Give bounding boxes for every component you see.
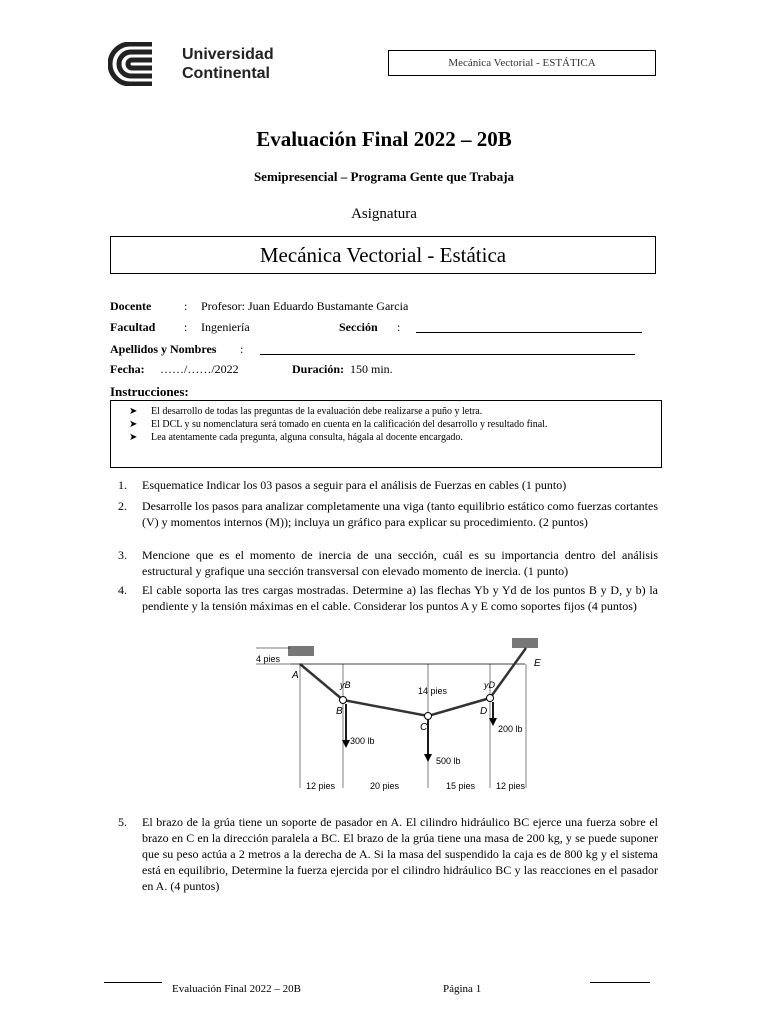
docente-colon: : <box>184 299 188 313</box>
apellidos-field-line <box>260 354 635 355</box>
question-5 <box>118 814 658 894</box>
fecha-value: ……/……/2022 <box>160 362 239 376</box>
dim-4-label: 4 pies <box>256 654 281 664</box>
support-a-icon <box>288 646 314 656</box>
question-text: Mencione que es el momento de inercia de una sección, cuál es su importancia dentro del análisis estructural y grafique una sección transversal con elevado momento de inercia. (1 punto) <box>142 548 658 578</box>
span-20-label: 20 pies <box>370 781 400 791</box>
arrow-bullet-icon: ➤ <box>129 432 138 443</box>
support-e-icon <box>512 638 538 648</box>
docente-value: Profesor: Juan Eduardo Bustamante Garcia <box>201 299 409 313</box>
arrow-bullet-icon: ➤ <box>129 419 138 430</box>
load-500-label: 500 lb <box>436 756 461 766</box>
instruction-text: Lea atentamente cada pregunta, alguna consulta, hágala al docente encargado. <box>151 432 463 443</box>
seccion-field-line <box>416 332 642 333</box>
question-text: Desarrolle los pasos para analizar completamente una viga (tanto equilibrio estático como fuerzas cortantes (V) y momentos internos (M)); incluya un gráfico para explicar su procedimiento. (2 puntos) <box>142 499 658 529</box>
instrucciones-box <box>110 400 662 468</box>
facultad-label: Facultad <box>110 320 156 334</box>
footer-page-number: Página 1 <box>443 983 482 995</box>
facultad-value: Ingeniería <box>201 320 250 334</box>
asignatura-label: Asignatura <box>351 206 417 222</box>
span-15-label: 15 pies <box>446 781 476 791</box>
question-number: 3. <box>118 548 127 562</box>
university-line1: Universidad <box>182 46 274 63</box>
instruction-item <box>129 431 661 444</box>
instruction-text: El desarrollo de todas las preguntas de la evaluación debe realizarse a puño y letra. <box>151 406 483 417</box>
university-name <box>182 45 274 83</box>
duracion-label: Duración: <box>292 362 344 376</box>
fecha-label: Fecha: <box>110 362 145 376</box>
footer-exam-title: Evaluación Final 2022 – 20B <box>172 983 301 995</box>
joint-d <box>487 695 494 702</box>
instruction-text: El DCL y su nomenclatura será tomado en cuenta en la calificación del desarrollo y resultado final. <box>151 419 548 430</box>
instruction-item <box>129 405 661 418</box>
joint-b <box>340 697 347 704</box>
duracion-value: 150 min. <box>350 362 393 376</box>
footer-rule-left <box>104 982 162 983</box>
question-3 <box>118 547 658 579</box>
point-a-label: A <box>292 670 299 681</box>
apellidos-colon: : <box>240 342 244 356</box>
facultad-colon: : <box>184 320 188 334</box>
question-number: 5. <box>118 815 127 829</box>
question-number: 4. <box>118 583 127 597</box>
point-e-label: E <box>534 658 541 669</box>
university-line2: Continental <box>182 65 270 82</box>
instrucciones-title: Instrucciones: <box>110 384 189 399</box>
span-12b-label: 12 pies <box>496 781 526 791</box>
load-300-label: 300 lb <box>350 736 375 746</box>
docente-label: Docente <box>110 299 152 313</box>
yd-label: yD <box>484 680 495 690</box>
cable-diagram <box>250 632 550 802</box>
exam-subtitle: Semipresencial – Programa Gente que Trabaja <box>253 169 515 184</box>
yb-label: yB <box>340 680 351 690</box>
question-number: 2. <box>118 499 127 513</box>
question-2 <box>118 498 658 530</box>
joint-c <box>425 713 432 720</box>
dim-14-label: 14 pies <box>418 686 448 696</box>
seccion-colon: : <box>397 320 401 334</box>
question-text: El brazo de la grúa tiene un soporte de pasador en A. El cilindro hidráulico BC ejerce una fuerza sobre el brazo en C en la dirección paralela a BC. El brazo de la grúa tiene una masa de 200 kg, y se puede suponer que su peso actúa a 2 metros a la derecha de A. Si la masa del suspendido la caja es de 800 kg y el sistema está en equilibrio, Determine la fuerza ejercida por el cilindro hidráulico BC y las reacciones en el pasador en A. (4 puntos) <box>142 815 658 893</box>
instruction-item <box>129 418 661 431</box>
question-1 <box>118 477 658 493</box>
question-number: 1. <box>118 478 127 492</box>
seccion-label: Sección <box>339 320 378 334</box>
header-course-box: Mecánica Vectorial - ESTÁTICA <box>388 50 656 76</box>
span-12a-label: 12 pies <box>306 781 336 791</box>
exam-title: Evaluación Final 2022 – 20B <box>256 127 512 151</box>
arrow-bullet-icon: ➤ <box>129 406 138 417</box>
course-name-box: Mecánica Vectorial - Estática <box>110 236 656 274</box>
question-text: El cable soporta las tres cargas mostradas. Determine a) las flechas Yb y Yd de los puntos B y D, y b) la pendiente y la tensión máximas en el cable. Considerar los puntos A y E como soportes fijos (4 puntos) <box>142 583 658 613</box>
apellidos-label: Apellidos y Nombres <box>110 342 217 356</box>
arrow-down-icon <box>424 754 432 762</box>
question-text: Esquematice Indicar los 03 pasos a seguir para el análisis de Fuerzas en cables (1 punto) <box>142 478 567 492</box>
question-4 <box>118 582 658 614</box>
point-b-label: B <box>336 706 343 717</box>
load-200-label: 200 lb <box>498 724 523 734</box>
footer-rule-right <box>590 982 650 983</box>
point-c-label: C <box>420 722 428 733</box>
point-d-label: D <box>480 706 488 717</box>
